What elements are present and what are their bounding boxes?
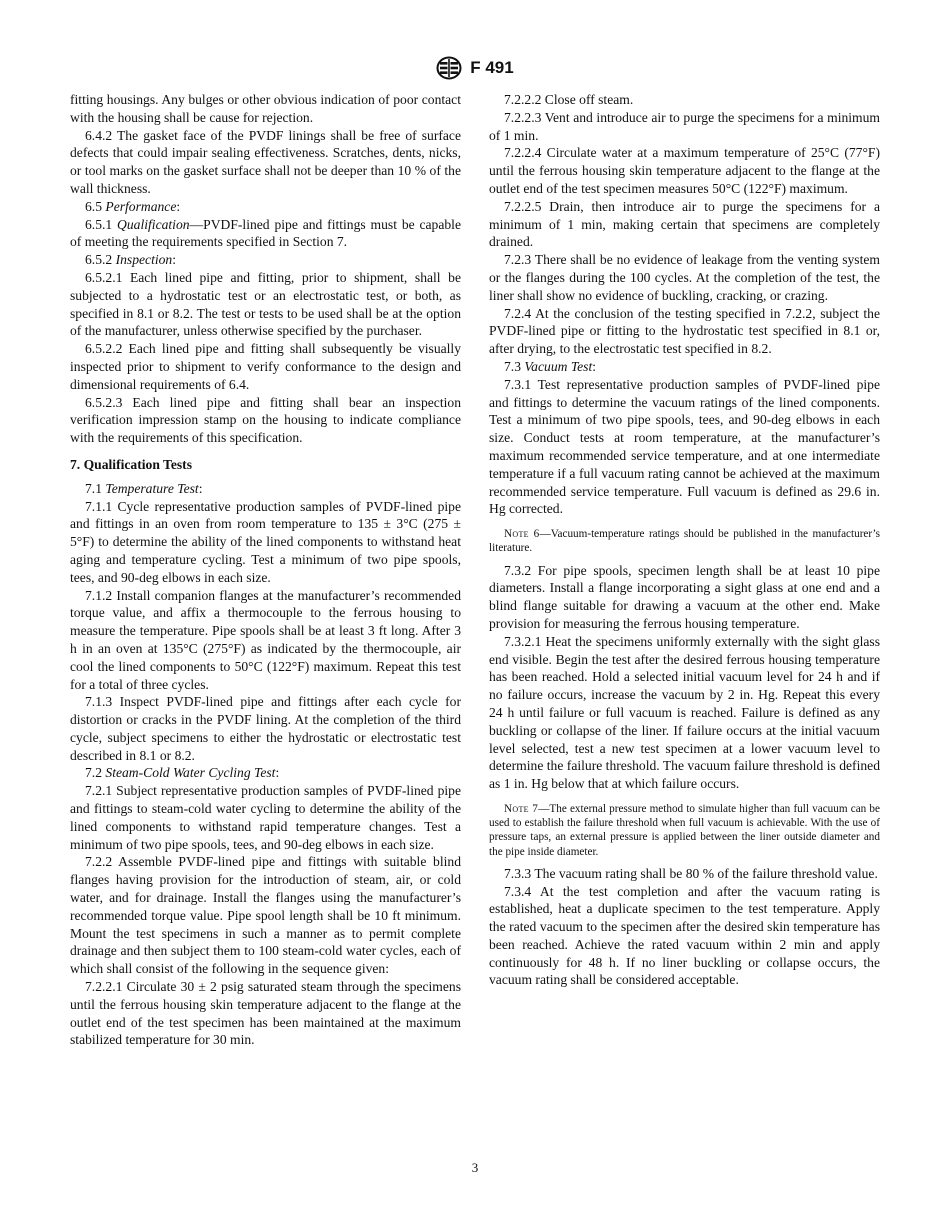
paragraph: 7.1.2 Install companion flanges at the manufacturer’s recommended torque value, and affix a thermocouple to the ferrous housing to measure the temperature. Pipe spools shall be at least 3 ft long. After 3 h in an oven at 135°C (275°F) as indicated by the thermocouple, air cool the lined components to 50°C (122°F) maximum. Repeat this test for a total of three cycles. bbox=[70, 587, 461, 692]
paragraph: 7.2.2.2 Close off steam. bbox=[504, 92, 634, 107]
astm-logo-icon bbox=[436, 56, 462, 80]
paragraph: 7.2.1 Subject representative production samples of PVDF-lined pipe and fittings to steam-cold water cycling to determine the ability of the lined components to withstand rapid temperature changes. Test a minimum of two pipe spools, tees, and 90-deg elbows in each size. bbox=[70, 783, 461, 852]
paragraph: 6.5.2.1 Each lined pipe and fitting, prior to shipment, shall be subjected to a hydrostatic test or an electrostatic test, or both, as specified in 8.1 or 8.2. The test or tests to be used shall be at the option of the manufacturer, unless otherwise specified by the purchaser. bbox=[70, 269, 461, 339]
paragraph: 6.4.2 The gasket face of the PVDF linings shall be free of surface defects that could impair sealing effectiveness. Scratches, dents, nicks, or tool marks on the gasket surface shall not be deeper than 10 % of the wall thickness. bbox=[70, 127, 461, 196]
paragraph: 7.2.3 There shall be no evidence of leakage from the venting system or the flanges during the 100 cycles. At the completion of the test, the liner shall show no evidence of buckling, cracking, or crazing. bbox=[489, 252, 880, 303]
paragraph: 7.2.2.1 Circulate 30 ± 2 psig saturated steam through the specimens until the ferrous housing skin temperature adjacent to the flange at the outlet end of the test specimen has been maintained at the maximum stabilized temperature for 30 min. bbox=[70, 979, 461, 1048]
note-7: Note 7—The external pressure method to simulate higher than full vacuum can be used to establish the failure threshold when full vacuum is achievable. With the use of pressure taps, an external pressure is applied between the liner outside diameter and the pipe inside diameter. bbox=[489, 802, 880, 858]
paragraph: 7.3.3 The vacuum rating shall be 80 % of the failure threshold value. bbox=[504, 865, 878, 881]
paragraph: 7.3.4 At the test completion and after the vacuum rating is established, heat a duplicate specimen to the test temperature. Apply the rated vacuum to the specimen after the desired skin temperature has been reached. Achieve the rated vacuum within 2 min and apply continuously for 48 h. If no liner buckling or collapse occurs, the vacuum rating shall be considered acceptable. bbox=[489, 883, 880, 988]
paragraph: 6.5.1 Qualification—PVDF-lined pipe and fittings must be capable of meeting the requirements specified in Section 7. bbox=[70, 216, 461, 250]
paragraph: 6.5.2.2 Each lined pipe and fitting shall subsequently be visually inspected prior to shipment to verify conformance to the design and dimensional requirements of 6.4. bbox=[70, 341, 461, 392]
right-column bbox=[489, 91, 880, 989]
subsection-heading: 6.5.2 Inspection: bbox=[85, 252, 177, 268]
page-header bbox=[0, 56, 950, 80]
paragraph: 7.2.2 Assemble PVDF-lined pipe and fittings with suitable blind flanges having provision for the introduction of steam, air, or cold water, and for drainage. Install the flanges using the manufacturer’s recommended torque value. Pipe spool length shall be 10 ft minimum. Mount the test specimens in such a manner as to permit complete drainage and then subject them to 100 steam-cold water cycles, each of which shall consist of the following in the sequence given: bbox=[70, 854, 461, 977]
paragraph: 7.1.1 Cycle representative production samples of PVDF-lined pipe and fittings in an oven from room temperature to 135 ± 3°C (275 ± 5°F) to determine the ability of the lined components to withstand heat aging and temperature cycling. Test a minimum of two pipe spools, tees, and 90-deg elbows in each size. bbox=[70, 498, 461, 585]
paragraph: fitting housings. Any bulges or other obvious indication of poor contact with the housing shall be cause for rejection. bbox=[70, 92, 461, 125]
paragraph: 7.3.1 Test representative production samples of PVDF-lined pipe and fittings to determine the vacuum ratings of the lined components. Test a minimum of two pipe spools, tees, and 90-deg elbows in each size. Conduct tests at room temperature, at the manufacturer’s maximum recommended service temperature, and at one intermediate temperature if a full vacuum rating cannot be achieved at the maximum recommended service temperature. Full vacuum is defined as 29.6 in. Hg corrected. bbox=[489, 376, 880, 517]
subsection-heading: 7.3 Vacuum Test: bbox=[504, 358, 597, 374]
paragraph: 7.2.4 At the conclusion of the testing specified in 7.2.2, subject the PVDF-lined pipe or fitting to the hydrostatic test specified in 8.1 or, after drying, to the electrostatic test specified in 8.2. bbox=[489, 305, 880, 357]
left-column bbox=[70, 91, 461, 1049]
paragraph: 6.5.2.3 Each lined pipe and fitting shall bear an inspection verification impression stamp on the housing to indicate compliance with the requirements of this specification. bbox=[70, 394, 461, 446]
subsection-heading: 6.5 Performance: bbox=[85, 198, 181, 214]
page-number: 3 bbox=[471, 1160, 479, 1175]
paragraph: 7.2.2.4 Circulate water at a maximum temperature of 25°C (77°F) until the ferrous housing skin temperature adjacent to the flange at the outlet end of the test specimen measures 50°C (122°F) maximum. bbox=[489, 145, 880, 196]
paragraph: 7.2.2.5 Drain, then introduce air to purge the specimens for a minimum of 1 min, making certain that specimens are completely drained. bbox=[489, 198, 880, 250]
paragraph: 7.3.2 For pipe spools, specimen length shall be at least 10 pipe diameters. Install a flange incorporating a sight glass at one end and a blind flange suitable for drawing a vacuum at the other end. Make provision for measuring the ferrous housing temperature. bbox=[489, 562, 880, 631]
paragraph: 7.2.2.3 Vent and introduce air to purge the specimens for a minimum of 1 min. bbox=[489, 109, 880, 143]
paragraph: 7.3.2.1 Heat the specimens uniformly externally with the sight glass end visible. Begin the test after the desired ferrous housing temperature has been reached. Hold a selected initial vacuum level for 24 h and if no failure occurs, increase the vacuum by 2 in. Hg. Repeat this every 24 h until failure or full vacuum is reached. Failure is defined as any buckling or collapse of the liner. If failure occurs at the initial vacuum level selected, test a new test specimen at a lower vacuum level to determine the failure threshold. The vacuum failure threshold is defined as 1 in. Hg below that at which failure occurs. bbox=[489, 633, 880, 792]
subsection-heading: 7.1 Temperature Test: bbox=[85, 480, 203, 496]
note-6: Note 6—Vacuum-temperature ratings should be published in the manufacturer’s literature. bbox=[489, 528, 880, 555]
subsection-heading: 7.2 Steam-Cold Water Cycling Test: bbox=[85, 765, 280, 781]
paragraph: 7.1.3 Inspect PVDF-lined pipe and fittings after each cycle for distortion or cracks in the PVDF lining. At the completion of the third cycle, subject specimens to either the hydrostatic or electrostatic test described in 8.1 or 8.2. bbox=[70, 694, 461, 763]
standard-designation: F 491 bbox=[470, 58, 514, 77]
section-heading: 7. Qualification Tests bbox=[70, 456, 192, 472]
